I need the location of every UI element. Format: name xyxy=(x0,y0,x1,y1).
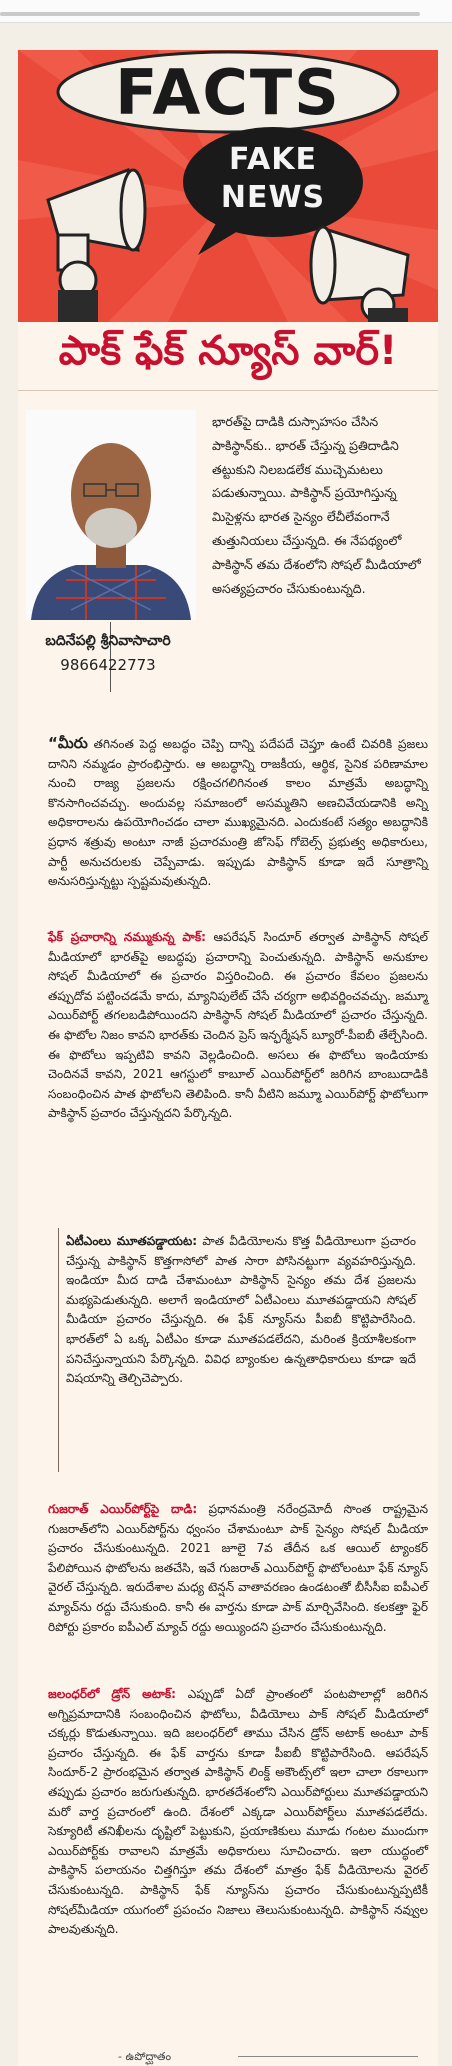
paragraph-atm xyxy=(66,1232,416,1389)
headline-divider xyxy=(18,390,438,391)
paragraph-intro-text: తగినంత పెద్ద అబద్ధం చెప్పి దాన్ని పదేపదే చెప్తూ ఉంటే చివరికి ప్రజలు దానిని నమ్మడం ప్రారంభిస్తారు. ఆ అబద్ధాన్ని రాజకీయ, ఆర్థిక, సైనిక పరిణామాల నుంచి రాజ్య ప్రజలను రక్షించగలిగినంత కాలం మాత్రమే అబద్ధాన్ని కొనసాగించవచ్చు. అందువల్ల సమాజంలో అసమ్మతిని అణచివేయడానికి అన్ని అధికారాలను ఉపయోగించడం చాలా ముఖ్యమైనది. ఎందుకంటే సత్యం అబద్ధానికి ప్రధాన శత్రువు అంటూ నాజీ ప్రచారమంత్రి జోసెఫ్ గోబెల్స్ ప్రభుత్వ అధికారులు, పార్టీ అనుచరులకు చెప్పేవాడు. ఇప్పుడు పాకిస్థాన్ కూడా ఇదే సూత్రాన్ని అనుసరిస్తున్నట్టు స్పష్టమవుతున్నది. xyxy=(48,737,428,889)
paragraph-fake-campaign xyxy=(48,928,428,1124)
paragraph-intro-lead: “మీరు xyxy=(48,734,88,752)
article-headline: పాక్ ఫేక్ న్యూస్ వార్! xyxy=(58,328,398,374)
browser-top-strip xyxy=(0,0,452,23)
article-footer: - ఉపోద్ఘాతం xyxy=(118,2050,172,2063)
banner-news-text: NEWS xyxy=(220,180,326,215)
facts-fake-news-banner xyxy=(18,50,438,322)
paragraph-intro xyxy=(48,734,428,892)
paragraph-jalandhar xyxy=(48,1685,428,1940)
paragraph-gujarat xyxy=(48,1500,428,1637)
paragraph-fake-campaign-text: ఆపరేషన్ సిందూర్ తర్వాత పాకిస్థాన్ సోషల్ మీడియాలో భారత్‌పై అబద్ధపు ప్రచారాన్ని పెంచుతున్నది. పాకిస్థాన్ అనుకూల సోషల్ మీడియాలో ఈ ప్రచారం విస్తరించింది. ఈ ప్రచారం కేవలం ప్రజలను తప్పుదోవ పట్టించడమే కాదు, మ్యానిపులేట్ చేసే చర్యగా అభివర్ణించవచ్చు. జమ్మూ ఎయిర్‌పోర్ట్ తగలబడిపోయిందని పాకిస్థాన్ సోషల్ మీడియాలో ప్రచారం చేస్తున్నది. ఈ ఫొటోల నిజం కావని భారత్‌కు చెందిన ప్రెస్ ఇన్ఫర్మేషన్ బ్యూరో-పీఐబీ తేల్చేసింది. ఈ ఫొటోలు ఇప్పటివి కావని వెల్లడించింది. అసలు ఈ ఫొటోలు ఇండియాకు చెందినవే కావని, 2021 ఆగస్టులో కాబూల్ ఎయిర్‌పోర్ట్‌లో జరిగిన బాంబుదాడికి సంబంధించిన పాత ఫొటోలని తెలిపింది. కానీ వీటిని జమ్మూ ఎయిర్‌పోర్ట్ ఫొటోలుగా పాకిస్థాన్ ప్రచారం చేస్తున్నదని పేర్కొన్నది. xyxy=(48,930,428,1121)
banner-fake-text: FAKE xyxy=(228,142,317,177)
paragraph-gujarat-lead: గుజరాత్ ఎయిర్‌పోర్ట్‌పై దాడి: xyxy=(48,1502,198,1516)
author-photo xyxy=(26,410,196,620)
banner-facts-text: FACTS xyxy=(115,56,341,129)
author-phone: 9866422773 xyxy=(60,656,156,674)
paragraph-atm-lead: ఏటీఎంలు మూతపడ్డాయట: xyxy=(66,1234,198,1248)
paragraph-fake-campaign-lead: ఫేక్ ప్రచారాన్ని నమ్ముకున్న పాక్: xyxy=(48,930,206,944)
scroll-indicator[interactable] xyxy=(0,12,420,16)
footer-rule xyxy=(238,2056,418,2057)
quote-bar xyxy=(58,1228,59,1472)
article-page xyxy=(18,50,438,2066)
author-name: బదినేపల్లి శ్రీనివాసాచారి xyxy=(45,633,171,649)
paragraph-gujarat-text: ప్రధానమంత్రి నరేంద్రమోదీ సొంత రాష్ట్రమైన గుజరాత్‌లోని ఎయిర్‌పోర్ట్‌ను ధ్వంసం చేశామంటూ పాక్ సైన్యం సోషల్ మీడియా ప్రచారం చేసుకుంటున్నది. 2021 జూలై 7వ తేదీన ఒక ఆయిల్ ట్యాంకర్ పేలిపోయిన ఫొటోలను జతచేసి, ఇవే గుజరాత్ ఎయిర్‌పోర్ట్ ఫొటోలంటూ ఫేక్ న్యూస్ వైరల్ చేస్తున్నది. ఇరుదేశాల మధ్య టెన్షన్ వాతావరణం ఉండటంతో బీసీసీఐ ఐపీఎల్ మ్యాచ్‌ను రద్దు చేసుకుంది. కానీ ఈ వార్తను కూడా పాక్ మార్చివేసింది. కలకత్తా ఫైర్ రిపోర్టు ప్రకారం ఐపీఎల్ మ్యాచ్ రద్దు అయ్యిందని ప్రచారం చేసుకుంటున్నది. xyxy=(48,1502,428,1634)
paragraph-jalandhar-text: ఎప్పుడో ఏదో ప్రాంతంలో పంటపొలాల్లో జరిగిన అగ్నిప్రమాదానికి సంబంధించిన ఫొటోలు, వీడియోలు పాక్ సోషల్ మీడియాలో చక్కర్లు కొడుతున్నాయి. ఇది జలంధర్‌లో తాము చేసిన డ్రోన్ అటాక్ అంటూ పాక్ ప్రచారం చేస్తున్నది. ఈ ఫేక్ వార్తను కూడా పీఐబీ కొట్టిపారేసింది. ఆపరేషన్ సిందూర్-2 ప్రారంభమైన తర్వాత పాకిస్థాన్ లింక్డ్ అకౌంట్స్‌లో ఇలా చాలా రకాలుగా తప్పుడు ప్రచారం జరుగుతున్నది. భారతదేశంలోని ఎయిర్‌పోర్టులు మూతపడ్డాయని మరో వార్త ప్రచారంలో ఉంది. దేశంలో ఎక్కడా ఎయిర్‌పోర్ట్‌లు మూతపడలేదు. సెక్యూరిటీ తనిఖీలను దృష్టిలో పెట్టుకుని, ప్రయాణికులు మూడు గంటల ముందుగా ఎయిర్‌పోర్ట్‌కు రావాలని మాత్రమే అధికారులు సూచించారు. ఇలా యుద్ధంలో పాకిస్థాన్ పలాయనం చిత్తగిస్తూ తమ దేశంలో మాత్రం ఫేక్ వీడియోలను వైరల్ చేసుకుంటున్నది. పాకిస్థాన్ ఫేక్ న్యూస్‌ను ప్రచారం చేసుకుంటున్నప్పటికీ సోషల్‌మీడియా యుగంలో ప్రపంచం నిజాలు తెలుసుకుంటున్నది. పాకిస్థాన్ నవ్వుల పాలవుతున్నది. xyxy=(48,1687,429,1937)
author-portrait-image xyxy=(26,410,196,620)
paragraph-jalandhar-lead: జలంధర్‌లో డ్రోన్ అటాక్: xyxy=(48,1687,176,1701)
paragraph-atm-text: పాత వీడియోలను కొత్త వీడియోలుగా ప్రచారం చేస్తున్న పాకిస్థాన్ కొత్తగాసోలో పాత సారా పోసినట్టుగా వ్యవహరిస్తున్నది. ఇండియా మీద దాడి చేశామంటూ పాకిస్థాన్ సైన్యం తమ దేశ ప్రజలను మభ్యపెడుతున్నది. అలాగే ఇండియాలో ఏటీఎంలు మూతపడ్డాయని సోషల్ మీడియా ప్రచారం చేస్తున్నది. ఈ ఫేక్ న్యూస్‌ను పీఐబీ కొట్టిపారేసింది. భారత్‌లో ఏ ఒక్క ఏటీఎం కూడా మూతపడలేదని, మరింత క్రియాశీలకంగా పనిచేస్తున్నాయని పేర్కొన్నది. వివిధ బ్యాంకుల ఉన్నతాధికారులు కూడా ఇదే విషయాన్ని తెల్చిచెప్పారు. xyxy=(66,1234,416,1386)
article-deck: భారత్‌పై దాడికి దుస్సాహసం చేసిన పాకిస్థాన్‌కు.. భారత్ చేస్తున్న ప్రతిదాడిని తట్టుకుని నిలబడలేక ముచ్చెమటలు పడుతున్నాయి. పాకిస్థాన్ ప్రయోగిస్తున్న మిసైళ్లను భారత సైన్యం లేచీలేవంగానే తుత్తునియలు చేస్తున్నది. ఈ నేపథ్యంలో పాకిస్థాన్ తమ దేశంలోని సోషల్ మీడియాలో అసత్యప్రచారం చేసుకుంటున్నది. xyxy=(212,414,421,596)
